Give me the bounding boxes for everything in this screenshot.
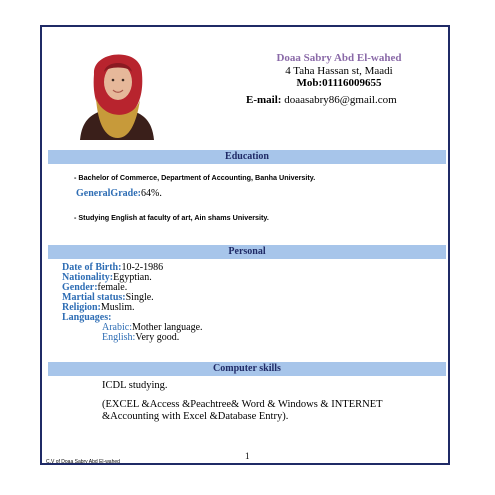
education-english: - Studying English at faculty of art, Ain shams University.: [74, 213, 269, 222]
dob-value: 10-2-1986: [121, 262, 164, 273]
email-label: E-mail:: [246, 94, 282, 106]
education-heading: Education: [48, 150, 446, 164]
cv-page: [40, 25, 450, 465]
arabic-label: Arabic:: [102, 322, 132, 333]
nationality-label: Nationality:: [62, 272, 114, 283]
profile-photo: [72, 38, 162, 140]
general-grade-label: GeneralGrade:: [76, 188, 141, 199]
personal-heading: Personal: [48, 245, 446, 259]
nationality-value: Egyptian.: [113, 272, 152, 283]
marital-value: Single.: [125, 292, 154, 303]
gender-value: female.: [97, 282, 128, 293]
religion-value: Muslim.: [100, 302, 135, 313]
general-grade-value: 64%.: [140, 188, 162, 199]
email-value: doaasabry86@gmail.com: [281, 94, 397, 106]
marital-label: Martial status:: [62, 292, 126, 303]
dob-label: Date of Birth:: [62, 262, 122, 273]
personal-details: [62, 263, 203, 343]
mobile-number: Mob:01116009655: [296, 77, 382, 89]
religion-label: Religion:: [62, 302, 101, 313]
address: 4 Taha Hassan st, Maadi: [285, 65, 393, 77]
skills-software: (EXCEL &Access &Peachtree& Word & Windows & INTERNET &Accounting with Excel &Database Entry).: [102, 399, 383, 422]
general-grade: [76, 188, 162, 199]
arabic-value: Mother language.: [132, 322, 203, 333]
gender-label: Gender:: [62, 282, 98, 293]
computer-skills-heading: Computer skills: [48, 362, 446, 376]
skills-icdl: ICDL studying.: [102, 380, 168, 391]
footer-note: C.V of Doaa Sabry Abd El-wahed: [46, 459, 120, 465]
languages-label: Languages:: [62, 312, 112, 323]
email-line: [246, 94, 397, 106]
english-row: [62, 333, 203, 343]
contact-block: [234, 52, 444, 89]
english-value: Very good.: [135, 332, 180, 343]
english-label: English:: [102, 332, 136, 343]
page-number: 1: [245, 451, 250, 461]
applicant-name: Doaa Sabry Abd El-wahed: [276, 52, 402, 64]
education-degree: - Bachelor of Commerce, Department of Accounting, Banha University.: [74, 173, 316, 182]
